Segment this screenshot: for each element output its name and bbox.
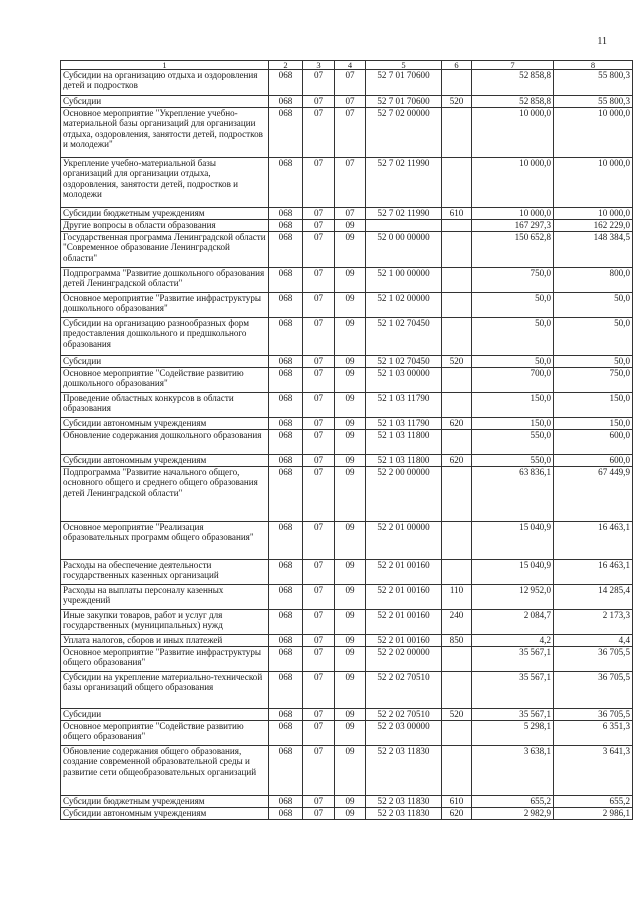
column-header: 3: [303, 61, 335, 70]
amount-year1-cell: 15 040,9: [472, 560, 554, 585]
item-name-cell: Субсидии автономным учреждениям: [61, 455, 269, 467]
target-article-cell: 52 2 01 00160: [366, 635, 442, 647]
amount-year2-cell: 55 800,3: [554, 96, 633, 108]
table-row: [61, 393, 633, 418]
column-header: 7: [472, 61, 554, 70]
amount-year1-cell: 12 952,0: [472, 585, 554, 610]
expense-type-cell: [442, 268, 472, 293]
table-row: [61, 560, 633, 585]
section-code-cell: 07: [303, 808, 335, 820]
expense-type-cell: [442, 393, 472, 418]
target-article-cell: 52 2 03 11830: [366, 746, 442, 796]
amount-year2-cell: 50,0: [554, 293, 633, 318]
subsection-code-cell: 09: [335, 522, 366, 560]
ministry-code-cell: 068: [269, 393, 303, 418]
amount-year1-cell: 167 297,3: [472, 220, 554, 232]
expense-type-cell: [442, 232, 472, 268]
subsection-code-cell: 09: [335, 455, 366, 467]
expense-type-cell: [442, 430, 472, 455]
section-code-cell: 07: [303, 709, 335, 721]
amount-year2-cell: 800,0: [554, 268, 633, 293]
target-article-cell: 52 7 02 11990: [366, 158, 442, 208]
item-name-cell: Основное мероприятие "Укрепление учебно-материальной базы организаций для организации отдыха, оздоровления, занятости детей, подростков и молодежи": [61, 108, 269, 158]
amount-year1-cell: 10 000,0: [472, 208, 554, 220]
ministry-code-cell: 068: [269, 808, 303, 820]
amount-year1-cell: 35 567,1: [472, 647, 554, 672]
subsection-code-cell: 09: [335, 610, 366, 635]
table-row: [61, 418, 633, 430]
amount-year2-cell: 4,4: [554, 635, 633, 647]
ministry-code-cell: 068: [269, 455, 303, 467]
target-article-cell: 52 1 02 70450: [366, 318, 442, 356]
amount-year1-cell: 550,0: [472, 455, 554, 467]
subsection-code-cell: 09: [335, 293, 366, 318]
table-row: [61, 293, 633, 318]
amount-year1-cell: 35 567,1: [472, 672, 554, 709]
table-row: [61, 430, 633, 455]
table-row: [61, 96, 633, 108]
ministry-code-cell: 068: [269, 268, 303, 293]
amount-year2-cell: 16 463,1: [554, 560, 633, 585]
table-row: [61, 356, 633, 368]
section-code-cell: 07: [303, 393, 335, 418]
amount-year2-cell: 67 449,9: [554, 467, 633, 522]
amount-year1-cell: 63 836,1: [472, 467, 554, 522]
table-row: [61, 455, 633, 467]
section-code-cell: 07: [303, 796, 335, 808]
subsection-code-cell: 09: [335, 220, 366, 232]
item-name-cell: Субсидии: [61, 709, 269, 721]
expense-type-cell: [442, 293, 472, 318]
amount-year2-cell: 36 705,5: [554, 647, 633, 672]
amount-year2-cell: 55 800,3: [554, 70, 633, 96]
expense-type-cell: [442, 368, 472, 393]
amount-year2-cell: 10 000,0: [554, 108, 633, 158]
table-row: [61, 672, 633, 709]
amount-year2-cell: 16 463,1: [554, 522, 633, 560]
subsection-code-cell: 09: [335, 232, 366, 268]
table-row: [61, 721, 633, 746]
subsection-code-cell: 09: [335, 796, 366, 808]
table-row: [61, 610, 633, 635]
amount-year1-cell: 10 000,0: [472, 158, 554, 208]
amount-year2-cell: 36 705,5: [554, 709, 633, 721]
subsection-code-cell: 09: [335, 418, 366, 430]
subsection-code-cell: 07: [335, 70, 366, 96]
ministry-code-cell: 068: [269, 293, 303, 318]
amount-year2-cell: 14 285,4: [554, 585, 633, 610]
budget-table: [60, 60, 633, 820]
ministry-code-cell: 068: [269, 430, 303, 455]
ministry-code-cell: 068: [269, 208, 303, 220]
expense-type-cell: [442, 647, 472, 672]
subsection-code-cell: 09: [335, 746, 366, 796]
expense-type-cell: 520: [442, 709, 472, 721]
amount-year2-cell: 50,0: [554, 318, 633, 356]
expense-type-cell: 610: [442, 796, 472, 808]
table-row: [61, 585, 633, 610]
table-row: [61, 467, 633, 522]
amount-year1-cell: 50,0: [472, 356, 554, 368]
section-code-cell: 07: [303, 430, 335, 455]
amount-year2-cell: 148 384,5: [554, 232, 633, 268]
section-code-cell: 07: [303, 635, 335, 647]
column-header: 4: [335, 61, 366, 70]
amount-year1-cell: 150,0: [472, 418, 554, 430]
column-header: 1: [61, 61, 269, 70]
amount-year1-cell: 150 652,8: [472, 232, 554, 268]
ministry-code-cell: 068: [269, 709, 303, 721]
item-name-cell: Подпрограмма "Развитие начального общего, основного общего и среднего общего образования детей Ленинградской области": [61, 467, 269, 522]
subsection-code-cell: 09: [335, 709, 366, 721]
amount-year2-cell: 10 000,0: [554, 208, 633, 220]
amount-year1-cell: 2 084,7: [472, 610, 554, 635]
amount-year1-cell: 700,0: [472, 368, 554, 393]
ministry-code-cell: 068: [269, 746, 303, 796]
section-code-cell: 07: [303, 672, 335, 709]
amount-year2-cell: 162 229,0: [554, 220, 633, 232]
target-article-cell: 52 1 03 11800: [366, 430, 442, 455]
target-article-cell: 52 1 03 11800: [366, 455, 442, 467]
amount-year2-cell: 50,0: [554, 356, 633, 368]
target-article-cell: 52 2 01 00160: [366, 560, 442, 585]
target-article-cell: 52 2 03 11830: [366, 796, 442, 808]
target-article-cell: [366, 220, 442, 232]
target-article-cell: 52 2 01 00000: [366, 522, 442, 560]
ministry-code-cell: 068: [269, 522, 303, 560]
subsection-code-cell: 09: [335, 368, 366, 393]
section-code-cell: 07: [303, 368, 335, 393]
section-code-cell: 07: [303, 158, 335, 208]
amount-year1-cell: 655,2: [472, 796, 554, 808]
subsection-code-cell: 09: [335, 672, 366, 709]
subsection-code-cell: 09: [335, 635, 366, 647]
item-name-cell: Субсидии на организацию разнообразных форм предоставления дошкольного и предшкольного образования: [61, 318, 269, 356]
ministry-code-cell: 068: [269, 318, 303, 356]
section-code-cell: 07: [303, 585, 335, 610]
target-article-cell: 52 1 02 70450: [366, 356, 442, 368]
expense-type-cell: [442, 220, 472, 232]
item-name-cell: Субсидии автономным учреждениям: [61, 808, 269, 820]
amount-year1-cell: 50,0: [472, 293, 554, 318]
expense-type-cell: [442, 721, 472, 746]
expense-type-cell: 620: [442, 418, 472, 430]
amount-year1-cell: 2 982,9: [472, 808, 554, 820]
section-code-cell: 07: [303, 721, 335, 746]
subsection-code-cell: 07: [335, 108, 366, 158]
section-code-cell: 07: [303, 268, 335, 293]
ministry-code-cell: 068: [269, 560, 303, 585]
target-article-cell: 52 1 03 11790: [366, 393, 442, 418]
target-article-cell: 52 2 01 00160: [366, 585, 442, 610]
column-header: 8: [554, 61, 633, 70]
subsection-code-cell: 07: [335, 96, 366, 108]
table-row: [61, 232, 633, 268]
expense-type-cell: 110: [442, 585, 472, 610]
amount-year1-cell: 150,0: [472, 393, 554, 418]
amount-year1-cell: 3 638,1: [472, 746, 554, 796]
section-code-cell: 07: [303, 647, 335, 672]
item-name-cell: Основное мероприятие "Развитие инфраструктуры дошкольного образования": [61, 293, 269, 318]
ministry-code-cell: 068: [269, 356, 303, 368]
amount-year2-cell: 150,0: [554, 418, 633, 430]
item-name-cell: Обновление содержания общего образования, создание современной образовательной среды и развитие сети общеобразовательных организаций: [61, 746, 269, 796]
amount-year1-cell: 550,0: [472, 430, 554, 455]
item-name-cell: Обновление содержания дошкольного образования: [61, 430, 269, 455]
target-article-cell: 52 1 03 00000: [366, 368, 442, 393]
subsection-code-cell: 09: [335, 318, 366, 356]
item-name-cell: Субсидии: [61, 356, 269, 368]
ministry-code-cell: 068: [269, 158, 303, 208]
expense-type-cell: [442, 158, 472, 208]
subsection-code-cell: 09: [335, 721, 366, 746]
expense-type-cell: [442, 560, 472, 585]
amount-year1-cell: 52 858,8: [472, 70, 554, 96]
table-header-row: [61, 61, 633, 70]
target-article-cell: 52 2 03 00000: [366, 721, 442, 746]
expense-type-cell: [442, 108, 472, 158]
ministry-code-cell: 068: [269, 610, 303, 635]
target-article-cell: 52 1 03 11790: [366, 418, 442, 430]
amount-year2-cell: 2 986,1: [554, 808, 633, 820]
table-row: [61, 208, 633, 220]
table-row: [61, 635, 633, 647]
expense-type-cell: 240: [442, 610, 472, 635]
item-name-cell: Основное мероприятие "Содействие развитию дошкольного образования": [61, 368, 269, 393]
section-code-cell: 07: [303, 522, 335, 560]
subsection-code-cell: 09: [335, 808, 366, 820]
item-name-cell: Подпрограмма "Развитие дошкольного образования детей Ленинградской области": [61, 268, 269, 293]
target-article-cell: 52 7 02 11990: [366, 208, 442, 220]
expense-type-cell: 610: [442, 208, 472, 220]
item-name-cell: Субсидии автономным учреждениям: [61, 418, 269, 430]
expense-type-cell: [442, 522, 472, 560]
item-name-cell: Субсидии бюджетным учреждениям: [61, 796, 269, 808]
amount-year2-cell: 600,0: [554, 430, 633, 455]
amount-year2-cell: 150,0: [554, 393, 633, 418]
amount-year2-cell: 6 351,3: [554, 721, 633, 746]
section-code-cell: 07: [303, 356, 335, 368]
ministry-code-cell: 068: [269, 585, 303, 610]
expense-type-cell: [442, 672, 472, 709]
target-article-cell: 52 2 00 00000: [366, 467, 442, 522]
item-name-cell: Субсидии бюджетным учреждениям: [61, 208, 269, 220]
expense-type-cell: [442, 70, 472, 96]
section-code-cell: 07: [303, 96, 335, 108]
item-name-cell: Основное мероприятие "Развитие инфраструктуры общего образования": [61, 647, 269, 672]
target-article-cell: 52 1 00 00000: [366, 268, 442, 293]
target-article-cell: 52 2 02 70510: [366, 672, 442, 709]
table-row: [61, 108, 633, 158]
column-header: 5: [366, 61, 442, 70]
amount-year1-cell: 4,2: [472, 635, 554, 647]
ministry-code-cell: 068: [269, 796, 303, 808]
table-row: [61, 158, 633, 208]
subsection-code-cell: 07: [335, 158, 366, 208]
section-code-cell: 07: [303, 220, 335, 232]
column-header: 6: [442, 61, 472, 70]
expense-type-cell: 520: [442, 356, 472, 368]
item-name-cell: Субсидии: [61, 96, 269, 108]
table-row: [61, 220, 633, 232]
item-name-cell: Основное мероприятие "Реализация образовательных программ общего образования": [61, 522, 269, 560]
target-article-cell: 52 2 03 11830: [366, 808, 442, 820]
ministry-code-cell: 068: [269, 108, 303, 158]
subsection-code-cell: 09: [335, 356, 366, 368]
target-article-cell: 52 0 00 00000: [366, 232, 442, 268]
item-name-cell: Проведение областных конкурсов в области образования: [61, 393, 269, 418]
amount-year2-cell: 36 705,5: [554, 672, 633, 709]
ministry-code-cell: 068: [269, 418, 303, 430]
amount-year1-cell: 15 040,9: [472, 522, 554, 560]
ministry-code-cell: 068: [269, 635, 303, 647]
ministry-code-cell: 068: [269, 232, 303, 268]
amount-year2-cell: 600,0: [554, 455, 633, 467]
table-row: [61, 70, 633, 96]
item-name-cell: Иные закупки товаров, работ и услуг для государственных (муниципальных) нужд: [61, 610, 269, 635]
ministry-code-cell: 068: [269, 368, 303, 393]
expense-type-cell: [442, 318, 472, 356]
ministry-code-cell: 068: [269, 96, 303, 108]
section-code-cell: 07: [303, 318, 335, 356]
amount-year2-cell: 750,0: [554, 368, 633, 393]
subsection-code-cell: 07: [335, 208, 366, 220]
table-row: [61, 522, 633, 560]
target-article-cell: 52 2 01 00160: [366, 610, 442, 635]
item-name-cell: Укрепление учебно-материальной базы организаций для организации отдыха, оздоровления, занятости детей, подростков и молодежи: [61, 158, 269, 208]
section-code-cell: 07: [303, 560, 335, 585]
subsection-code-cell: 09: [335, 430, 366, 455]
table-row: [61, 318, 633, 356]
amount-year2-cell: 2 173,3: [554, 610, 633, 635]
section-code-cell: 07: [303, 293, 335, 318]
item-name-cell: Субсидии на укрепление материально-технической базы организаций общего образования: [61, 672, 269, 709]
section-code-cell: 07: [303, 455, 335, 467]
ministry-code-cell: 068: [269, 70, 303, 96]
table-row: [61, 808, 633, 820]
table-row: [61, 796, 633, 808]
target-article-cell: 52 2 02 00000: [366, 647, 442, 672]
amount-year1-cell: 50,0: [472, 318, 554, 356]
item-name-cell: Другие вопросы в области образования: [61, 220, 269, 232]
ministry-code-cell: 068: [269, 647, 303, 672]
section-code-cell: 07: [303, 610, 335, 635]
expense-type-cell: 520: [442, 96, 472, 108]
table-row: [61, 368, 633, 393]
section-code-cell: 07: [303, 108, 335, 158]
amount-year1-cell: 750,0: [472, 268, 554, 293]
ministry-code-cell: 068: [269, 467, 303, 522]
amount-year1-cell: 52 858,8: [472, 96, 554, 108]
amount-year2-cell: 3 641,3: [554, 746, 633, 796]
item-name-cell: Основное мероприятие "Содействие развитию общего образования": [61, 721, 269, 746]
item-name-cell: Уплата налогов, сборов и иных платежей: [61, 635, 269, 647]
table-row: [61, 647, 633, 672]
section-code-cell: 07: [303, 467, 335, 522]
expense-type-cell: [442, 467, 472, 522]
expense-type-cell: 620: [442, 455, 472, 467]
ministry-code-cell: 068: [269, 220, 303, 232]
amount-year2-cell: 655,2: [554, 796, 633, 808]
expense-type-cell: 850: [442, 635, 472, 647]
target-article-cell: 52 1 02 00000: [366, 293, 442, 318]
section-code-cell: 07: [303, 746, 335, 796]
item-name-cell: Расходы на обеспечение деятельности государственных казенных организаций: [61, 560, 269, 585]
subsection-code-cell: 09: [335, 560, 366, 585]
expense-type-cell: [442, 746, 472, 796]
target-article-cell: 52 7 01 70600: [366, 70, 442, 96]
ministry-code-cell: 068: [269, 721, 303, 746]
expense-type-cell: 620: [442, 808, 472, 820]
section-code-cell: 07: [303, 208, 335, 220]
subsection-code-cell: 09: [335, 647, 366, 672]
page-number: 11: [597, 36, 607, 47]
column-header: 2: [269, 61, 303, 70]
subsection-code-cell: 09: [335, 585, 366, 610]
amount-year1-cell: 5 298,1: [472, 721, 554, 746]
target-article-cell: 52 7 02 00000: [366, 108, 442, 158]
section-code-cell: 07: [303, 70, 335, 96]
subsection-code-cell: 09: [335, 268, 366, 293]
amount-year1-cell: 10 000,0: [472, 108, 554, 158]
subsection-code-cell: 09: [335, 393, 366, 418]
amount-year2-cell: 10 000,0: [554, 158, 633, 208]
item-name-cell: Субсидии на организацию отдыха и оздоровления детей и подростков: [61, 70, 269, 96]
item-name-cell: Расходы на выплаты персоналу казенных учреждений: [61, 585, 269, 610]
ministry-code-cell: 068: [269, 672, 303, 709]
item-name-cell: Государственная программа Ленинградской области "Современное образование Ленинградской области": [61, 232, 269, 268]
subsection-code-cell: 09: [335, 467, 366, 522]
target-article-cell: 52 7 01 70600: [366, 96, 442, 108]
table-row: [61, 746, 633, 796]
table-row: [61, 268, 633, 293]
section-code-cell: 07: [303, 418, 335, 430]
section-code-cell: 07: [303, 232, 335, 268]
table-row: [61, 709, 633, 721]
target-article-cell: 52 2 02 70510: [366, 709, 442, 721]
amount-year1-cell: 35 567,1: [472, 709, 554, 721]
